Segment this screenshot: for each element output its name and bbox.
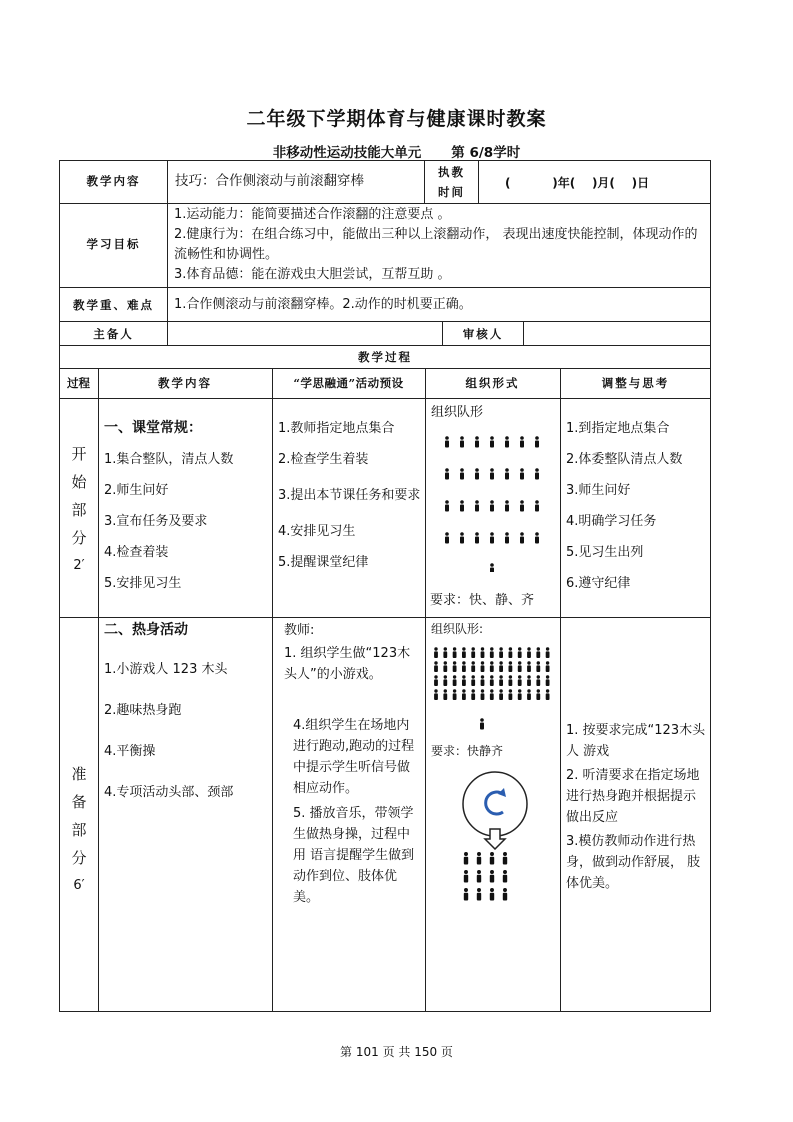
student-figure — [490, 436, 494, 440]
process-title: 教学过程 — [358, 350, 412, 364]
student-figure — [535, 537, 539, 544]
section2-org-label: 组织队形: — [431, 622, 484, 636]
student-figure — [546, 651, 550, 658]
student-figure — [520, 436, 524, 440]
student-figure — [490, 679, 494, 686]
student-figure — [546, 647, 549, 650]
student-figure — [527, 689, 530, 692]
student-figure — [520, 537, 524, 544]
student-figure — [490, 473, 494, 480]
student-figure — [520, 473, 524, 480]
student-figure — [453, 651, 457, 658]
student-figure — [490, 675, 493, 678]
content-value: 技巧：合作侧滚动与前滚翻穿棒 — [175, 173, 364, 189]
student-figure — [490, 693, 494, 700]
stage-start: 开 始 部 分 2′ — [71, 445, 87, 573]
section1-org-requirement: 要求：快、静、齐 — [430, 593, 535, 608]
goals-label: 学习目标 — [86, 237, 141, 251]
student-figure — [490, 888, 494, 892]
student-figure — [499, 693, 503, 700]
student-figure — [481, 665, 485, 672]
student-figure — [453, 665, 457, 672]
student-figure — [460, 537, 464, 544]
student-figure — [464, 888, 468, 892]
student-figure — [490, 661, 493, 664]
student-figure — [546, 675, 549, 678]
student-figure — [490, 441, 494, 448]
student-figure — [536, 679, 540, 686]
student-figure — [518, 651, 522, 658]
student-figure — [537, 661, 540, 664]
student-figure — [520, 441, 524, 448]
student-figure — [460, 500, 464, 504]
student-figure — [481, 679, 485, 686]
student-figure — [464, 857, 468, 865]
student-figure — [443, 665, 447, 672]
student-figure — [475, 436, 479, 440]
student-figure — [546, 693, 550, 700]
student-figure — [480, 723, 484, 730]
student-figure — [445, 532, 449, 536]
student-figure — [490, 563, 494, 567]
section2-adjustment: 1. 按要求完成“123木头人 游戏 2. 听清要求在指定场地进行热身跑并根据提示做出反应 3.模仿教师动作进行热身，做到动作舒展， 肢体优美。 — [566, 723, 706, 891]
student-figure — [444, 689, 447, 692]
page-title: 二年级下学期体育与健康课时教案 — [246, 108, 547, 130]
student-figure — [475, 441, 479, 448]
student-figure — [505, 505, 509, 512]
student-figure — [518, 647, 521, 650]
student-figure — [443, 651, 447, 658]
student-figure — [535, 436, 539, 440]
section1-org-label: 组织队形 — [431, 405, 484, 420]
student-figure — [445, 505, 449, 512]
student-figure — [490, 532, 494, 536]
student-figure — [464, 875, 468, 883]
student-figure — [537, 675, 540, 678]
student-figure — [460, 473, 464, 480]
header-stage: 过程 — [67, 376, 90, 390]
student-figure — [464, 893, 468, 901]
lesson-number: 第 6/8学时 — [451, 145, 521, 161]
student-figure — [434, 665, 438, 672]
student-figure — [445, 441, 449, 448]
student-figure — [453, 693, 457, 700]
student-figure — [443, 693, 447, 700]
student-figure — [518, 693, 522, 700]
student-figure — [509, 675, 512, 678]
student-figure — [434, 689, 437, 692]
student-figure — [490, 893, 494, 901]
student-figure — [445, 468, 449, 472]
formation-diagram-2 — [432, 644, 557, 739]
student-figure — [460, 436, 464, 440]
student-figure — [535, 532, 539, 536]
student-figure — [503, 852, 507, 856]
student-figure — [499, 679, 503, 686]
key-label: 教学重、难点 — [73, 298, 154, 312]
student-figure — [462, 651, 466, 658]
student-figure — [546, 661, 549, 664]
student-figure — [518, 679, 522, 686]
student-figure — [505, 441, 509, 448]
reviewer-label: 审核人 — [462, 327, 504, 341]
student-figure — [453, 675, 456, 678]
key-value: 1.合作侧滚动与前滚翻穿棒。2.动作的时机要正确。 — [174, 297, 472, 312]
student-figure — [490, 647, 493, 650]
student-figure — [453, 661, 456, 664]
student-figure — [490, 651, 494, 658]
student-figure — [536, 651, 540, 658]
student-figure — [527, 679, 531, 686]
student-figure — [518, 665, 522, 672]
student-figure — [490, 870, 494, 874]
goal-item: 2.健康行为：在组合练习中，能做出三种以上滚翻动作， 表现出速度快能控制，体现动作的流畅性和协调性。 — [174, 227, 698, 262]
section1-content: 一、课堂常规： 1.集合整队，清点人数 2.师生问好 3.宣布任务及要求 4.检查着装 5.安排见习生 — [104, 420, 234, 591]
student-figure — [477, 875, 481, 883]
exec-time-label-2: 时间 — [438, 185, 465, 199]
section1-activity: 1.教师指定地点集合 2.检查学生着装 3.提出本节课任务和要求 4.安排见习生 5.提醒课堂纪律 — [278, 421, 421, 570]
student-figure — [520, 505, 524, 512]
goals-list — [174, 205, 706, 285]
student-figure — [464, 852, 468, 856]
student-figure — [471, 679, 475, 686]
student-figure — [509, 651, 513, 658]
student-figure — [503, 857, 507, 865]
goal-item: 3.体育品德：能在游戏虫大胆尝试，互帮互助 。 — [174, 267, 451, 282]
student-figure — [490, 468, 494, 472]
student-figure — [503, 870, 507, 874]
student-figure — [509, 693, 513, 700]
student-figure — [471, 647, 474, 650]
student-figure — [503, 875, 507, 883]
student-figure — [535, 500, 539, 504]
section2-content: 二、热身活动 1.小游戏人 123 木头 2.趣味热身跑 4.平衡操 4.专项活动头部、颈部 — [104, 622, 234, 800]
student-figure — [518, 675, 521, 678]
student-figure — [490, 852, 494, 856]
student-figure — [462, 679, 466, 686]
student-figure — [509, 665, 513, 672]
student-figure — [471, 693, 475, 700]
student-figure — [475, 532, 479, 536]
student-figure — [475, 473, 479, 480]
student-figure — [535, 441, 539, 448]
student-figure — [477, 857, 481, 865]
student-figure — [462, 647, 465, 650]
student-figure — [481, 689, 484, 692]
student-figure — [499, 675, 502, 678]
student-figure — [462, 675, 465, 678]
student-figure — [445, 500, 449, 504]
student-figure — [445, 436, 449, 440]
student-figure — [471, 689, 474, 692]
student-figure — [475, 500, 479, 504]
student-figure — [475, 468, 479, 472]
student-figure — [434, 693, 438, 700]
student-figure — [462, 661, 465, 664]
student-figure — [471, 651, 475, 658]
student-figure — [453, 679, 457, 686]
student-figure — [481, 661, 484, 664]
goal-item: 1.运动能力：能简要描述合作滚翻的注意要点 。 — [174, 207, 451, 222]
student-figure — [444, 647, 447, 650]
student-figure — [503, 888, 507, 892]
student-figure — [462, 693, 466, 700]
student-figure — [462, 665, 466, 672]
student-figure — [444, 661, 447, 664]
unit-name: 非移动性运动技能大单元 — [272, 145, 422, 161]
student-figure — [445, 473, 449, 480]
section2-activity: 教师: 1. 组织学生做“123木头人”的小游戏。 4.组织学生在场地内进行跑动,跑动的过程中提示学生听信号做相应动作。 5. 播放音乐，带领学生做热身操，过程中用 语言提醒学生做到动作到位、肢体优美。 — [284, 623, 415, 905]
student-figure — [503, 893, 507, 901]
student-figure — [477, 893, 481, 901]
student-figure — [460, 441, 464, 448]
student-figure — [490, 689, 493, 692]
page-subtitle — [0, 141, 793, 161]
student-figure — [537, 689, 540, 692]
student-figure — [460, 468, 464, 472]
formation-diagram-3 — [458, 850, 518, 906]
student-figure — [518, 661, 521, 664]
formation-diagram-1 — [440, 432, 550, 572]
header-content: 教学内容 — [158, 376, 212, 390]
student-figure — [471, 661, 474, 664]
student-figure — [509, 661, 512, 664]
student-figure — [444, 675, 447, 678]
student-figure — [490, 875, 494, 883]
student-figure — [490, 857, 494, 865]
student-figure — [505, 500, 509, 504]
down-arrow-icon — [483, 828, 507, 850]
student-figure — [499, 661, 502, 664]
preparer-label: 主备人 — [93, 327, 134, 341]
student-figure — [499, 665, 503, 672]
student-figure — [490, 500, 494, 504]
student-figure — [445, 537, 449, 544]
student-figure — [527, 675, 530, 678]
student-figure — [537, 647, 540, 650]
stage-prepare: 准 备 部 分 6′ — [71, 765, 87, 893]
student-figure — [480, 718, 484, 722]
student-figure — [434, 675, 437, 678]
student-figure — [505, 436, 509, 440]
student-figure — [520, 468, 524, 472]
student-figure — [477, 852, 481, 856]
student-figure — [505, 537, 509, 544]
student-figure — [509, 679, 513, 686]
student-figure — [471, 675, 474, 678]
student-figure — [527, 661, 530, 664]
student-figure — [509, 647, 512, 650]
student-figure — [453, 647, 456, 650]
student-figure — [475, 537, 479, 544]
student-figure — [499, 689, 502, 692]
student-figure — [477, 888, 481, 892]
student-figure — [481, 647, 484, 650]
student-figure — [536, 665, 540, 672]
header-adjustment: 调整与思考 — [601, 376, 670, 390]
page-footer: 第 101 页 共 150 页 — [340, 1045, 453, 1059]
student-figure — [505, 468, 509, 472]
student-figure — [490, 665, 494, 672]
header-organization: 组织形式 — [465, 376, 520, 390]
student-figure — [527, 651, 531, 658]
student-figure — [505, 473, 509, 480]
student-figure — [434, 679, 438, 686]
section1-adjustment: 1.到指定地点集合 2.体委整队清点人数 3.师生问好 4.明确学习任务 5.见习生出列 6.遵守纪律 — [566, 421, 683, 591]
student-figure — [434, 651, 438, 658]
student-figure — [460, 532, 464, 536]
student-figure — [518, 689, 521, 692]
student-figure — [481, 675, 484, 678]
student-figure — [434, 661, 437, 664]
student-figure — [464, 870, 468, 874]
student-figure — [527, 693, 531, 700]
student-figure — [527, 647, 530, 650]
student-figure — [453, 689, 456, 692]
student-figure — [499, 647, 502, 650]
student-figure — [546, 679, 550, 686]
student-figure — [490, 568, 494, 573]
student-figure — [546, 665, 550, 672]
student-figure — [535, 473, 539, 480]
student-figure — [499, 651, 503, 658]
student-figure — [481, 693, 485, 700]
section2-org-requirement: 要求：快静齐 — [431, 744, 504, 758]
student-figure — [527, 665, 531, 672]
student-figure — [471, 665, 475, 672]
student-figure — [460, 505, 464, 512]
student-figure — [490, 537, 494, 544]
student-figure — [520, 532, 524, 536]
student-figure — [505, 532, 509, 536]
student-figure — [536, 693, 540, 700]
exec-time-label-1: 执教 — [438, 165, 465, 179]
student-figure — [462, 689, 465, 692]
student-figure — [443, 679, 447, 686]
student-figure — [477, 870, 481, 874]
student-figure — [434, 647, 437, 650]
student-figure — [481, 651, 485, 658]
student-figure — [475, 505, 479, 512]
student-figure — [535, 505, 539, 512]
header-activity: “学思融通”活动预设 — [293, 376, 404, 390]
student-figure — [509, 689, 512, 692]
student-figure — [546, 689, 549, 692]
student-figure — [520, 500, 524, 504]
content-label: 教学内容 — [86, 174, 141, 188]
date-value: ( )年( )月( )日 — [505, 176, 650, 190]
student-figure — [535, 468, 539, 472]
student-figure — [490, 505, 494, 512]
